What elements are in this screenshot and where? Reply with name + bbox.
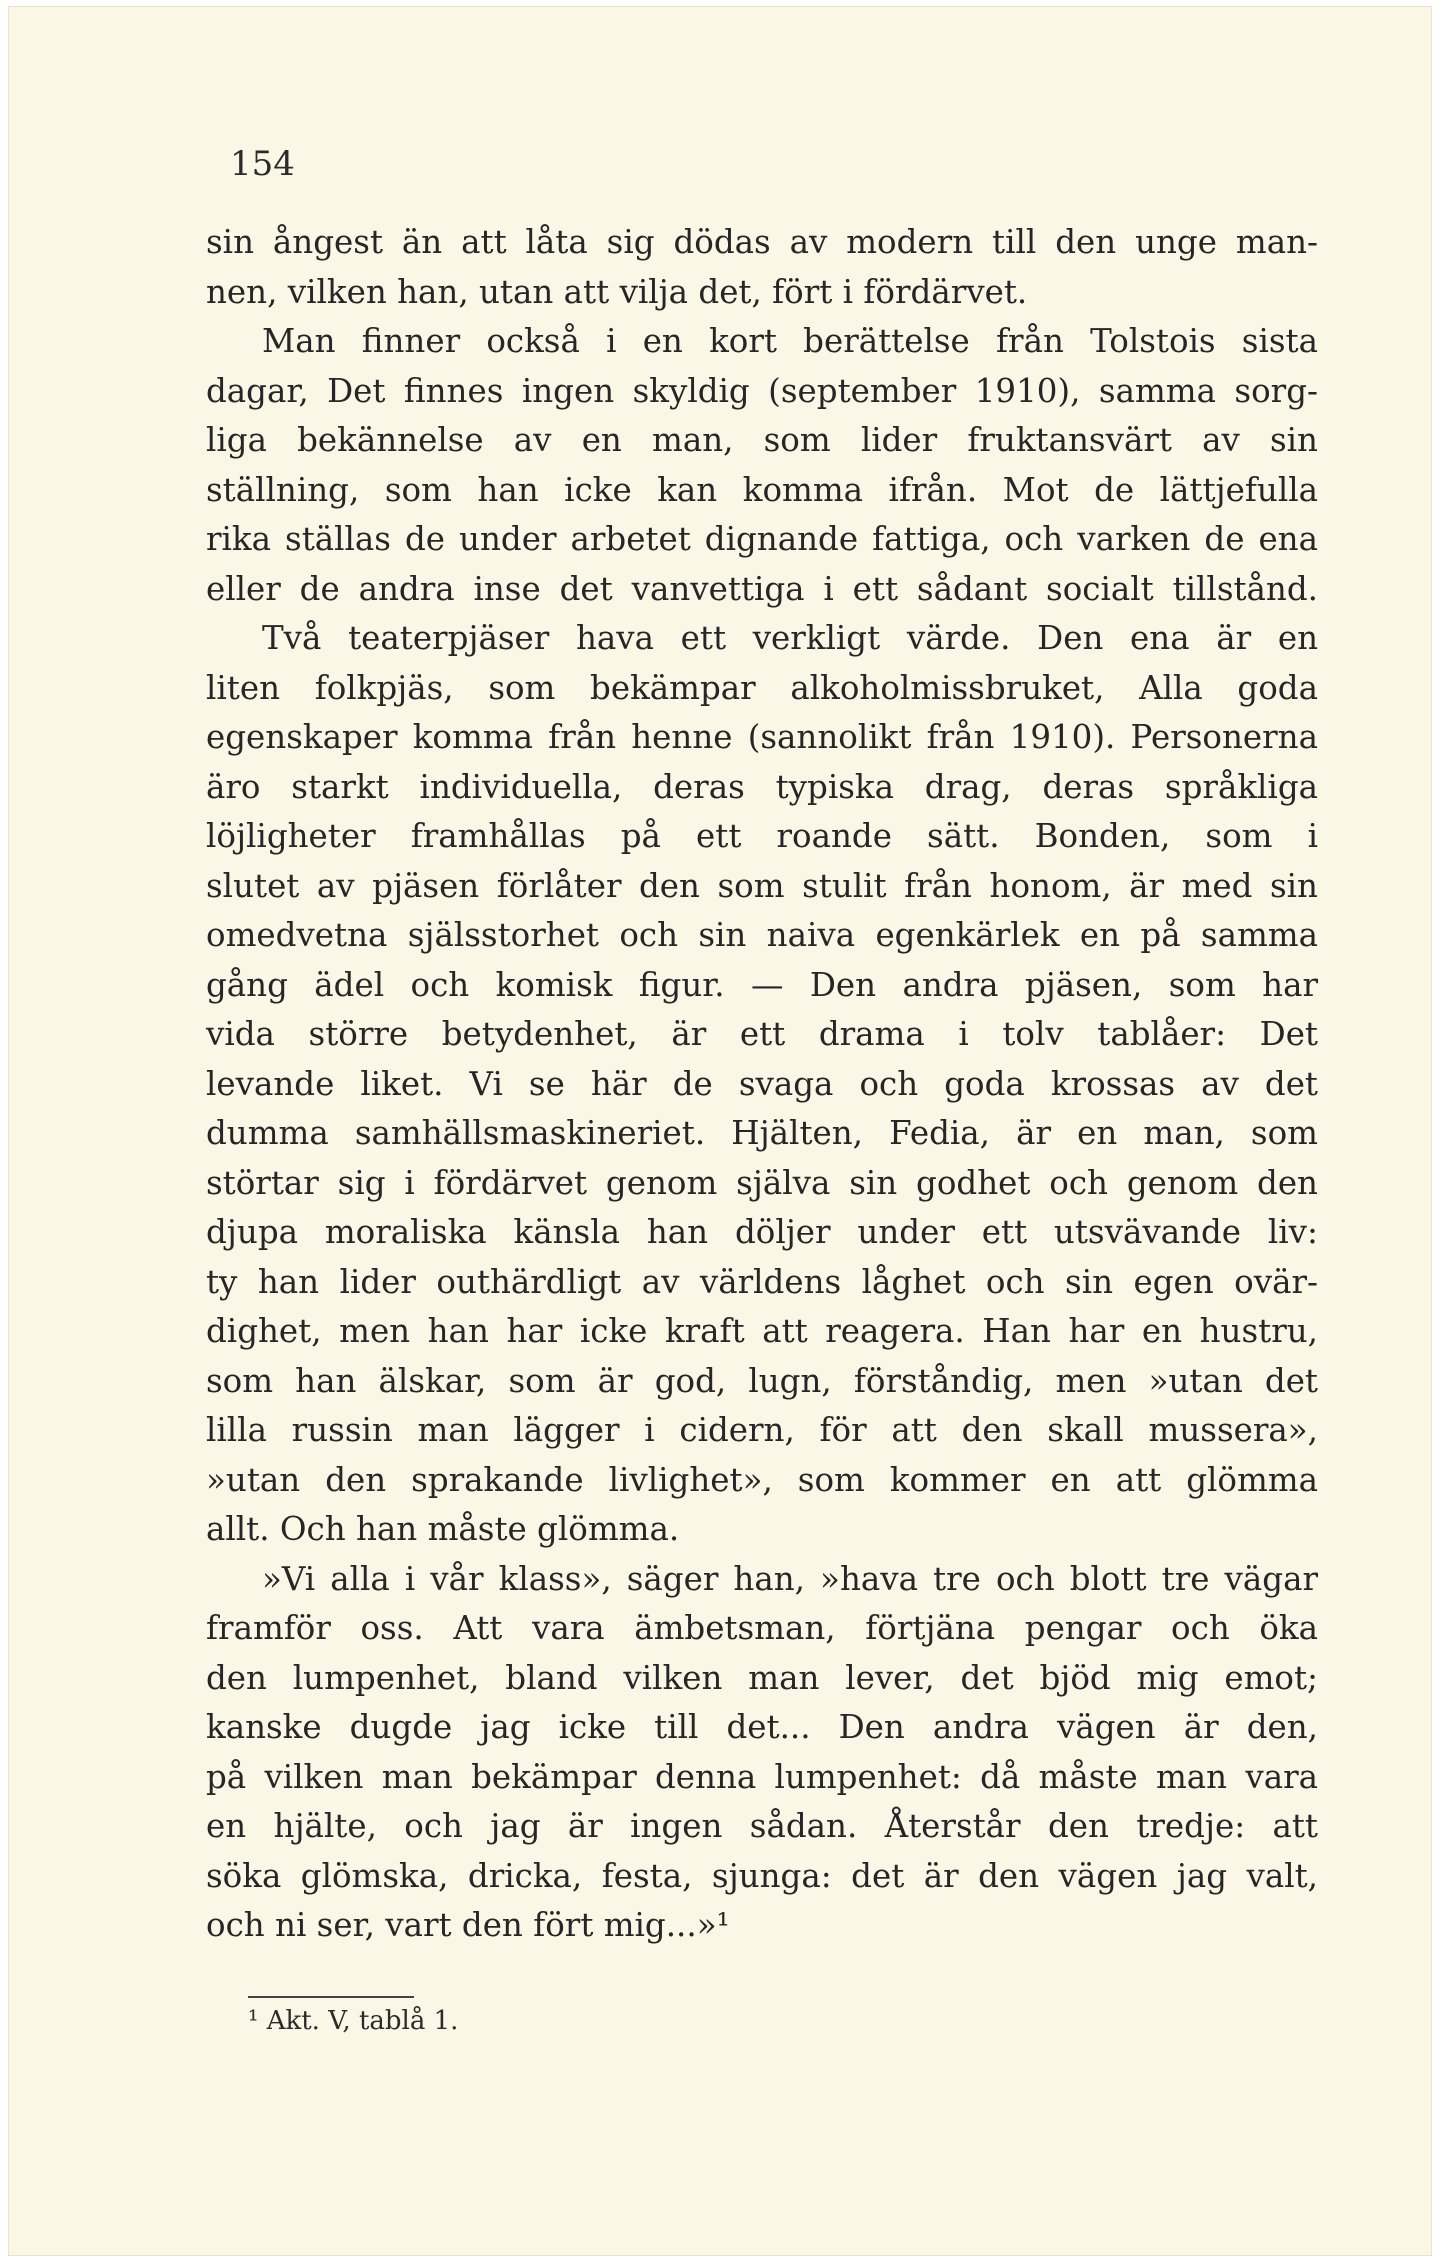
text-line: som han älskar, som är god, lugn, förståndig, men »utan det [206,1361,1318,1400]
text-line: lilla russin man lägger i cidern, för att den skall mussera», [206,1411,1318,1449]
text-line: eller de andra inse det vanvettiga i ett sådant socialt tillstånd. [206,569,1318,608]
text-line: egenskaper komma från henne (sannolikt från 1910). Personerna [206,718,1318,756]
book-page [8,6,1432,2256]
text-line: omedvetna själsstorhet och sin naiva egenkärlek en på samma [206,916,1318,954]
text-line: ställning, som han icke kan komma ifrån. Mot de lättjefulla [206,470,1318,509]
text-line: Man finner också i en kort berättelse från Tolstois sista [262,322,1318,360]
text-line: »Vi alla i vår klass», säger han, »hava tre och blott tre vägar [262,1559,1318,1598]
page-number: 154 [230,144,295,184]
text-line: liten folkpjäs, som bekämpar alkoholmissbruket, Alla goda [206,668,1318,707]
text-line: djupa moraliska känsla han döljer under ett utsvävande liv: [206,1213,1318,1251]
text-line: löjligheter framhållas på ett roande sätt. Bonden, som i [206,817,1318,855]
text-line: slutet av pjäsen förlåter den som stulit från honom, är med sin [206,866,1318,905]
body-text [206,218,1318,1951]
text-line: äro starkt individuella, deras typiska drag, deras språkliga [206,767,1318,806]
footnote: ¹ Akt. V, tablå 1. [248,2006,459,2036]
text-line: nen, vilken han, utan att vilja det, fört i fördärvet. [206,272,1028,311]
text-line: Två teaterpjäser hava ett verkligt värde. Den ena är en [262,619,1318,657]
text-line: ty han lider outhärdligt av världens låghet och sin egen ovär- [206,1262,1318,1301]
text-line: levande liket. Vi se här de svaga och goda krossas av det [206,1064,1318,1103]
text-line: vida större betydenhet, är ett drama i tolv tablåer: Det [206,1015,1318,1053]
text-line: »utan den sprakande livlighet», som kommer en att glömma [206,1460,1318,1499]
text-line: dighet, men han har icke kraft att reagera. Han har en hustru, [206,1312,1318,1350]
text-line: störtar sig i fördärvet genom själva sin godhet och genom den [206,1163,1318,1202]
text-line: dumma samhällsmaskineriet. Hjälten, Fedia, är en man, som [206,1114,1318,1152]
footnote-rule [248,1996,414,1998]
text-line: liga bekännelse av en man, som lider fruktansvärt av sin [206,421,1318,459]
text-line: framför oss. Att vara ämbetsman, förtjäna pengar och öka [206,1609,1318,1647]
text-line: dagar, Det finnes ingen skyldig (september 1910), samma sorg- [206,371,1318,410]
text-line: den lumpenhet, bland vilken man lever, det bjöd mig emot; [206,1658,1318,1697]
text-line: en hjälte, och jag är ingen sådan. Återstår den tredje: att [206,1807,1318,1845]
text-line: och ni ser, vart den fört mig...»¹ [206,1906,730,1944]
text-line: allt. Och han måste glömma. [206,1510,680,1548]
text-line: söka glömska, dricka, festa, sjunga: det är den vägen jag valt, [206,1856,1318,1895]
text-line: på vilken man bekämpar denna lumpenhet: då måste man vara [206,1757,1318,1796]
text-line: rika ställas de under arbetet dignande fattiga, och varken de ena [206,520,1318,558]
text-line: sin ångest än att låta sig dödas av modern till den unge man- [206,223,1318,261]
text-line: kanske dugde jag icke till det... Den andra vägen är den, [206,1708,1318,1746]
text-line: gång ädel och komisk figur. — Den andra pjäsen, som har [206,965,1318,1004]
